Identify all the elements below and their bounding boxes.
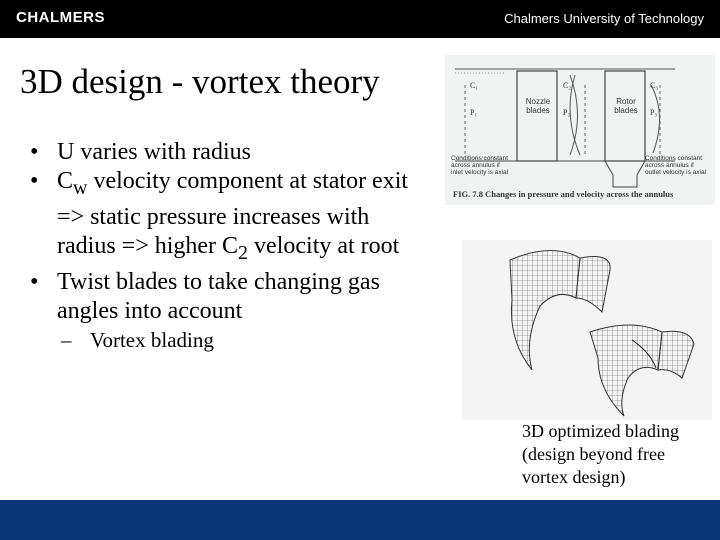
institution-name: Chalmers University of Technology xyxy=(504,11,704,26)
label-conditions-left: Conditions constant across annulus if inlet velocity is axial xyxy=(451,155,509,176)
figure-3d-blading xyxy=(462,240,712,420)
figure-pressure-velocity xyxy=(445,55,715,205)
label-rotor: Rotor blades xyxy=(614,97,638,115)
svg-text:P₂: P₂ xyxy=(563,108,571,117)
bullet-item xyxy=(30,167,430,268)
bullet-text: Twist blades to take changing gas angles into account xyxy=(57,268,380,324)
sub-bullet-item xyxy=(30,327,430,354)
header-bar xyxy=(0,0,720,38)
svg-text:C₂: C₂ xyxy=(563,81,572,90)
bullet-item xyxy=(30,268,430,326)
bullet-icon: • xyxy=(30,139,39,165)
bullet-item xyxy=(30,138,430,167)
sub-bullet-text: Vortex blading xyxy=(90,327,214,352)
figure-caption-top: FIG. 7.8 Changes in pressure and velocity across the annulus xyxy=(453,189,674,199)
brand-logo: CHALMERS xyxy=(16,9,105,26)
bullet-text: U varies with radius xyxy=(57,139,251,165)
blade-mesh-illustration xyxy=(462,240,712,420)
dash-icon: – xyxy=(61,327,72,352)
annulus-diagram xyxy=(445,55,715,205)
svg-text:P₃: P₃ xyxy=(650,108,658,117)
bullet-icon: • xyxy=(30,268,39,295)
label-nozzle: Nozzle blades xyxy=(525,97,551,115)
footer-bar xyxy=(0,500,720,540)
svg-text:P₁: P₁ xyxy=(470,108,478,117)
label-conditions-right: Conditions constant across annulus if outlet velocity is axial xyxy=(645,155,707,176)
bullet-list xyxy=(30,138,430,354)
svg-text:C₁: C₁ xyxy=(470,81,479,90)
bullet-text: $C_w$ velocity component at stator exit => static pressure increases with radius => higher $C_2$ velocity at root xyxy=(57,168,409,264)
figure-caption-3d: 3D optimized blading (design beyond free vortex design) xyxy=(522,421,679,487)
svg-text:C₃: C₃ xyxy=(650,81,659,90)
slide-title: 3D design - vortex theory xyxy=(20,62,380,101)
bullet-icon: • xyxy=(30,168,39,194)
